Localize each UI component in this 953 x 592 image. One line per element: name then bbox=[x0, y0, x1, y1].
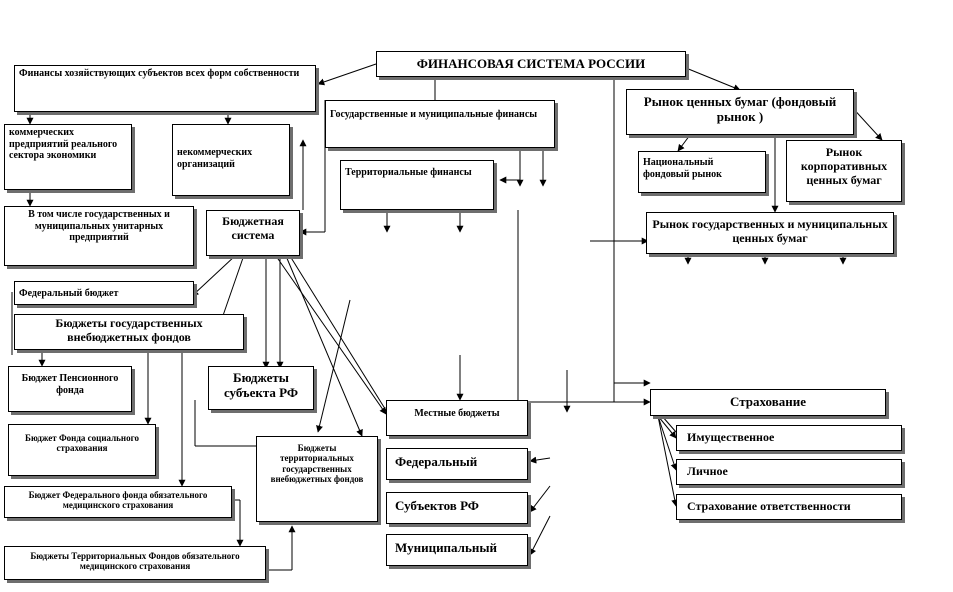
node-social-fund-label: Бюджет Фонда социального страхования bbox=[25, 433, 139, 454]
node-territorial-offbudget-label: Бюджеты территориальных государственных внебюджетных фондов bbox=[270, 443, 364, 485]
node-gosmun-label: Государственные и муниципальные финансы bbox=[330, 109, 538, 120]
node-commercial bbox=[4, 124, 132, 190]
node-social-fund bbox=[8, 424, 156, 476]
node-liability bbox=[676, 494, 902, 520]
node-unitary bbox=[4, 206, 194, 266]
node-budget-system-label: Бюджетная система bbox=[222, 214, 284, 242]
arrow-level-municipal bbox=[530, 516, 550, 555]
arrow-cross-terroff bbox=[318, 300, 350, 432]
node-hozsubjects-label: Финансы хозяйствующих субъектов всех форм собственности bbox=[19, 68, 300, 79]
node-securities-market bbox=[626, 89, 854, 135]
node-property bbox=[676, 425, 902, 451]
node-liability-label: Страхование ответственности bbox=[687, 499, 851, 513]
node-commercial-label: коммерческих предприятий реального сектора экономики bbox=[9, 127, 118, 161]
node-budget-system bbox=[206, 210, 300, 256]
node-pension-fund bbox=[8, 366, 132, 412]
node-corporate-market-label: Рынок корпоративных ценных бумаг bbox=[800, 145, 888, 187]
node-noncommercial bbox=[172, 124, 290, 196]
arrow-level-subjects bbox=[530, 486, 550, 512]
node-personal-label: Личное bbox=[687, 464, 728, 478]
node-local-budgets-label: Местные бюджеты bbox=[414, 408, 500, 419]
node-territorial bbox=[340, 160, 494, 210]
node-national-market bbox=[638, 151, 766, 193]
arrow-securities-national bbox=[678, 135, 690, 151]
node-federal-budget-label: Федеральный бюджет bbox=[19, 288, 119, 299]
diagram-title: ФИНАНСОВАЯ СИСТЕМА РОССИИ bbox=[416, 56, 646, 71]
node-gosmun bbox=[325, 100, 555, 148]
node-corporate-market bbox=[786, 140, 902, 202]
node-level-subjects-label: Субъектов РФ bbox=[395, 498, 479, 513]
node-unitary-label: В том числе государственных и муниципальных унитарных предприятий bbox=[28, 209, 170, 243]
node-local-budgets bbox=[386, 400, 528, 436]
node-subject-budgets-label: Бюджеты субъекта РФ bbox=[223, 370, 299, 400]
node-pension-fund-label: Бюджет Пенсионного фонда bbox=[21, 373, 119, 396]
node-level-municipal-label: Муниципальный bbox=[395, 540, 497, 555]
node-insurance-label: Страхование bbox=[730, 394, 806, 409]
node-level-municipal bbox=[386, 534, 528, 566]
arrow-budget-federal bbox=[192, 255, 236, 296]
node-offbudget-funds-label: Бюджеты государственных внебюджетных фондов bbox=[55, 316, 203, 344]
node-level-subjects bbox=[386, 492, 528, 524]
node-national-market-label: Национальный фондовый рынок bbox=[643, 157, 722, 180]
node-property-label: Имущественное bbox=[687, 430, 775, 444]
node-territorial-medical bbox=[4, 546, 266, 580]
arrow-title-to-hoz bbox=[318, 64, 376, 84]
node-offbudget-funds bbox=[14, 314, 244, 350]
node-securities-market-label: Рынок ценных бумаг (фондовый рынок ) bbox=[643, 94, 837, 124]
node-personal bbox=[676, 459, 902, 485]
title-box bbox=[376, 51, 686, 77]
node-gov-securities bbox=[646, 212, 894, 254]
node-insurance bbox=[650, 389, 886, 416]
node-territorial-label: Территориальные финансы bbox=[345, 167, 472, 178]
node-subject-budgets bbox=[208, 366, 314, 410]
node-federal-budget bbox=[14, 281, 194, 305]
node-federal-medical bbox=[4, 486, 232, 518]
node-gov-securities-label: Рынок государственных и муниципальных ценных бумаг bbox=[652, 217, 888, 245]
node-hozsubjects bbox=[14, 65, 316, 112]
node-territorial-offbudget bbox=[256, 436, 378, 522]
node-territorial-medical-label: Бюджеты Территориальных Фондов обязательного медицинского страхования bbox=[30, 551, 240, 572]
node-noncommercial-label: некоммерческих организаций bbox=[177, 147, 253, 170]
arrow-securities-corporate bbox=[850, 105, 882, 140]
arrow-title-to-securities bbox=[686, 68, 740, 90]
node-level-federal bbox=[386, 448, 528, 480]
node-federal-medical-label: Бюджет Федерального фонда обязательного медицинского страхования bbox=[28, 490, 208, 511]
node-level-federal-label: Федеральный bbox=[395, 454, 478, 469]
arrow-level-federal bbox=[530, 458, 550, 461]
